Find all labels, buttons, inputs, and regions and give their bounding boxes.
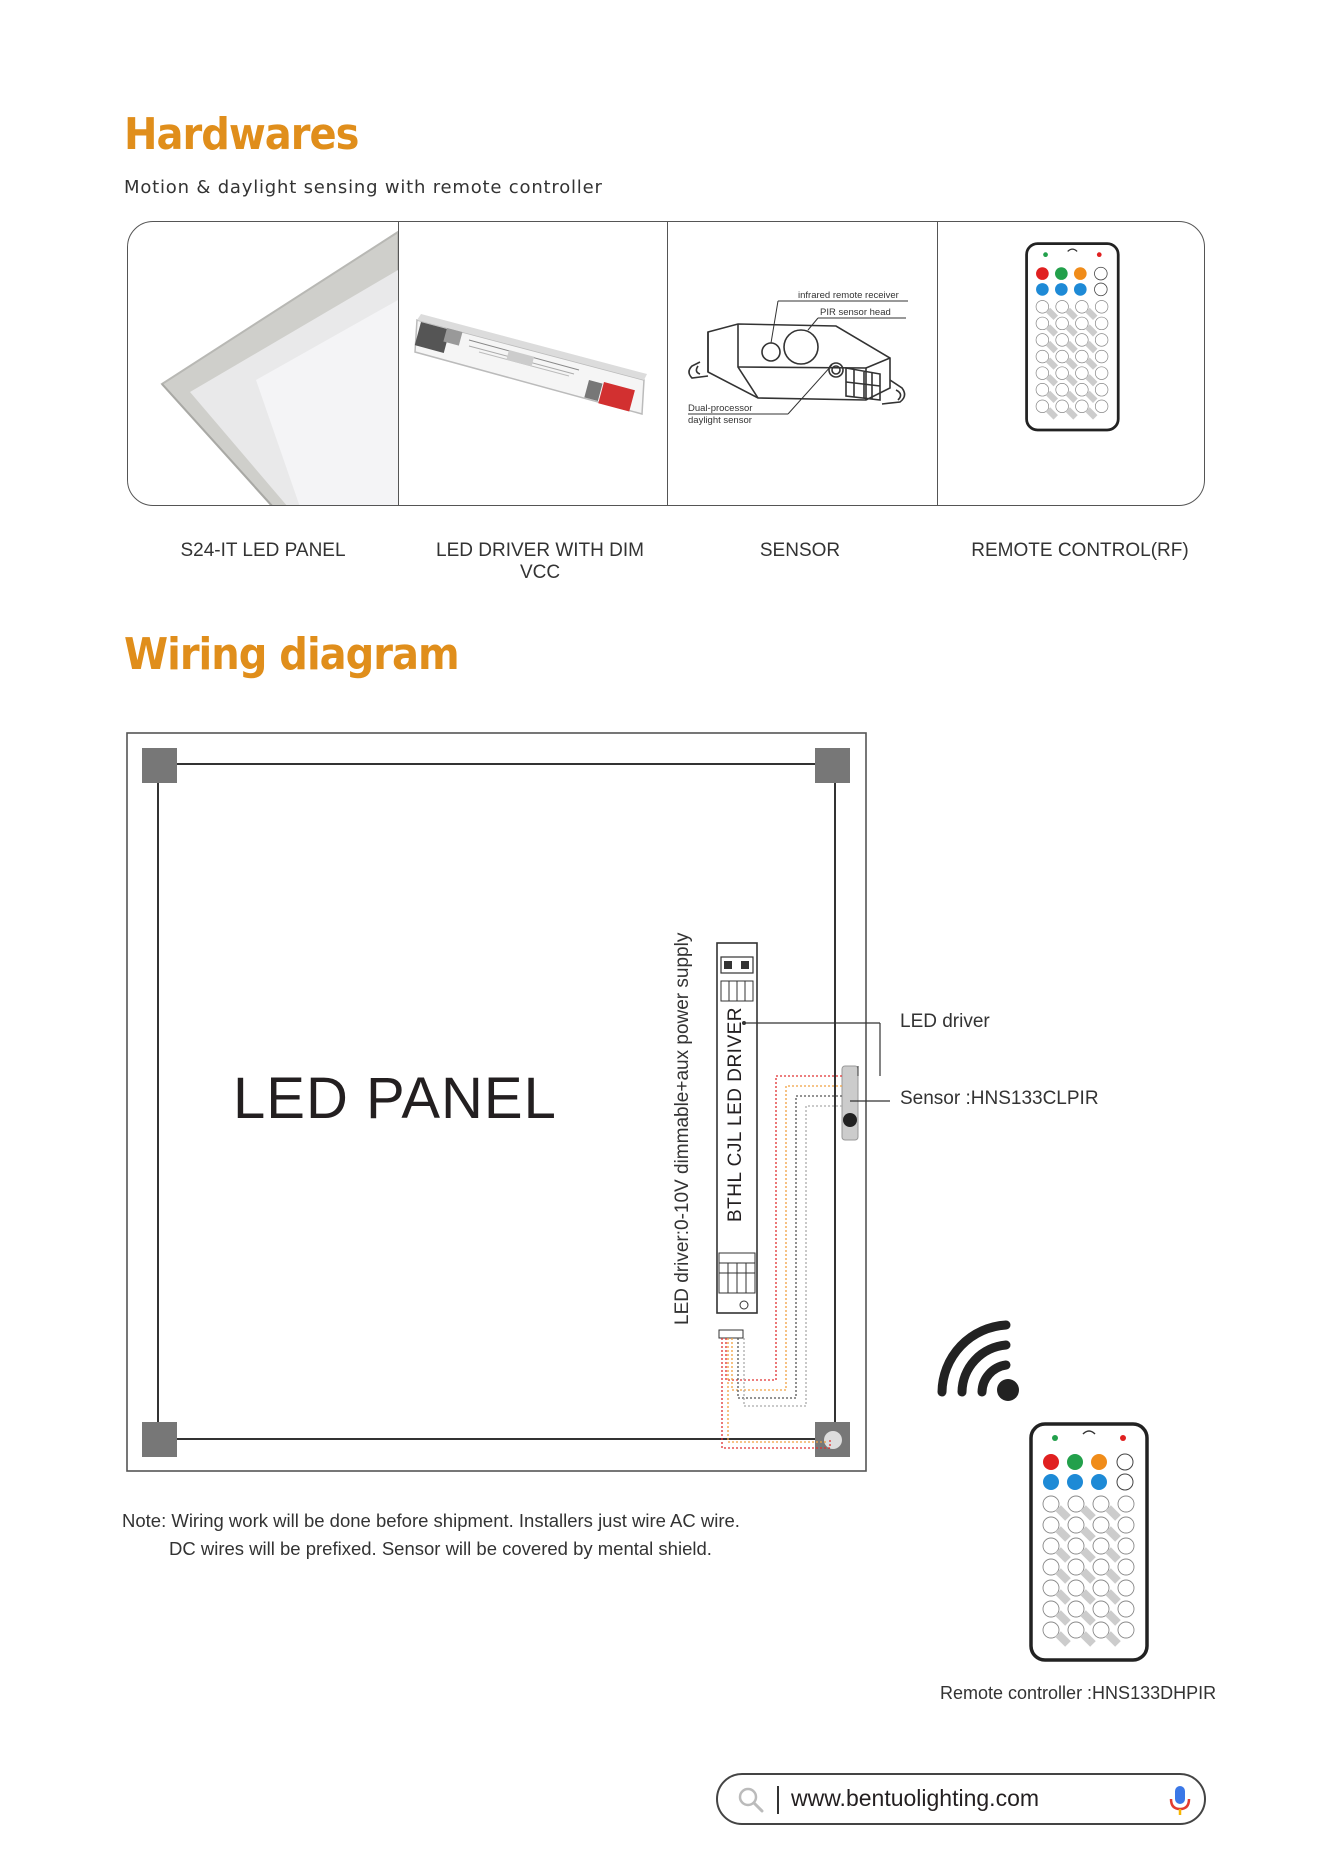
label-remote-control: REMOTE CONTROL(RF)	[971, 540, 1189, 561]
corner-top-left	[142, 748, 177, 783]
callout-infrared-receiver: infrared remote receiver	[798, 290, 899, 301]
callout-led-driver: LED driver	[900, 1011, 990, 1032]
hardwares-title: Hardwares	[124, 110, 359, 160]
remote-led-green	[1052, 1435, 1058, 1441]
remote-controller-caption: Remote controller :HNS133DHPIR	[940, 1683, 1217, 1703]
remote-grid-button	[1118, 1517, 1134, 1533]
label-led-driver: LED DRIVER WITH DIM VCC	[436, 540, 644, 583]
sensor-drawing	[842, 1066, 858, 1140]
website-url[interactable]: www.bentuolighting.com	[791, 1785, 1040, 1811]
wireless-signal-icon	[930, 1310, 1030, 1410]
microphone-icon[interactable]	[1168, 1785, 1192, 1817]
led-panel-label: LED PANEL	[233, 1066, 557, 1131]
corner-top-right	[815, 748, 850, 783]
remote-led-red	[1120, 1435, 1126, 1441]
remote-blue-button	[1091, 1474, 1107, 1490]
wiring-title: Wiring diagram	[124, 630, 459, 680]
remote-blue-button	[1043, 1474, 1059, 1490]
note-line-1: Note: Wiring work will be done before shipment. Installers just wire AC wire.	[122, 1510, 740, 1531]
remote-top-button	[1067, 1454, 1083, 1470]
label-sensor: SENSOR	[759, 540, 841, 561]
remote-grid-button	[1118, 1601, 1134, 1617]
note-line-2: DC wires will be prefixed. Sensor will be covered by mental shield.	[169, 1538, 712, 1559]
remote-grid-button	[1118, 1622, 1134, 1638]
callout-pir-sensor-head: PIR sensor head	[820, 307, 891, 318]
callout-sensor: Sensor :HNS133CLPIR	[900, 1088, 1099, 1109]
remote-controller-drawing	[1025, 1418, 1155, 1668]
search-divider	[777, 1786, 779, 1814]
driver-body-label: BTHL CJL LED DRIVER	[725, 1006, 746, 1222]
corner-bottom-right-dot	[824, 1431, 842, 1449]
callout-daylight-sensor: daylight sensor	[688, 415, 752, 426]
remote-grid-button	[1118, 1538, 1134, 1554]
search-icon	[738, 1787, 764, 1813]
corner-bottom-left	[142, 1422, 177, 1457]
driver-spec-label: LED driver:0-10V dimmable+aux power supply	[672, 932, 693, 1325]
remote-arrow-button	[1117, 1454, 1133, 1470]
remote-grid-button	[1118, 1559, 1134, 1575]
website-search-bar[interactable]	[716, 1773, 1206, 1825]
remote-top-button	[1043, 1454, 1059, 1470]
remote-blue-button	[1067, 1474, 1083, 1490]
hardwares-subtitle: Motion & daylight sensing with remote controller	[124, 177, 603, 198]
label-led-panel: S24-IT LED PANEL	[180, 540, 346, 561]
remote-grid-button	[1118, 1580, 1134, 1596]
callout-dual-processor: Dual-processor	[688, 403, 753, 414]
remote-top-button	[1091, 1454, 1107, 1470]
remote-grid-button	[1118, 1496, 1134, 1512]
remote-arrow-button	[1117, 1474, 1133, 1490]
